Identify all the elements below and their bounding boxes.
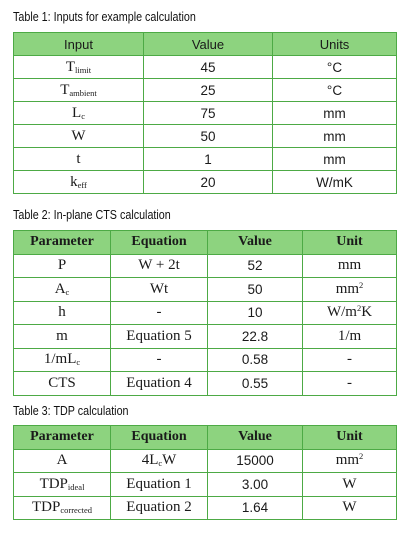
parameter-cell: $TDP_{ideal}$	[14, 473, 111, 497]
inputs-table	[13, 32, 397, 194]
unit-cell: -	[303, 372, 397, 396]
equation-cell: Equation 2	[111, 496, 208, 520]
input-cell: $T_{limit}$	[14, 56, 144, 79]
column-header: Parameter	[14, 231, 111, 255]
table-row	[14, 473, 397, 497]
value-cell: 3.00	[208, 473, 303, 497]
unit-cell: $mm^2$	[303, 449, 397, 473]
unit-cell: mm	[273, 148, 397, 171]
table-header-row	[14, 426, 397, 450]
table-row	[14, 449, 397, 473]
value-cell: 1.64	[208, 496, 303, 520]
unit-cell: 1/m	[303, 325, 397, 349]
equation-cell: Equation 5	[111, 325, 208, 349]
unit-cell: °C	[273, 56, 397, 79]
value-cell: 15000	[208, 449, 303, 473]
value-cell: 0.55	[208, 372, 303, 396]
table-row	[14, 79, 397, 102]
parameter-cell: $1/mL_c$	[14, 348, 111, 372]
input-cell: W	[14, 125, 144, 148]
table-row	[14, 496, 397, 520]
table3-caption: Table 3: TDP calculation	[13, 404, 129, 418]
value-cell: 45	[144, 56, 273, 79]
column-header: Value	[144, 33, 273, 56]
tdp-table	[13, 425, 397, 520]
table-header-row	[14, 231, 397, 255]
value-cell: 20	[144, 171, 273, 194]
equation-cell: Equation 1	[111, 473, 208, 497]
unit-cell: mm	[273, 125, 397, 148]
column-header: Value	[208, 231, 303, 255]
equation-cell: $4L_cW$	[111, 449, 208, 473]
value-cell: 1	[144, 148, 273, 171]
table1-caption: Table 1: Inputs for example calculation	[13, 10, 196, 24]
parameter-cell: $A_c$	[14, 278, 111, 302]
value-cell: 22.8	[208, 325, 303, 349]
unit-cell: -	[303, 348, 397, 372]
parameter-cell: P	[14, 254, 111, 278]
table-row	[14, 254, 397, 278]
input-cell: t	[14, 148, 144, 171]
unit-cell: mm	[303, 254, 397, 278]
table-row	[14, 278, 397, 302]
equation-cell: -	[111, 348, 208, 372]
column-header: Equation	[111, 231, 208, 255]
parameter-cell: CTS	[14, 372, 111, 396]
equation-cell: Equation 4	[111, 372, 208, 396]
column-header: Units	[273, 33, 397, 56]
unit-cell: W	[303, 473, 397, 497]
table-row	[14, 148, 397, 171]
table2-caption: Table 2: In-plane CTS calculation	[13, 208, 171, 222]
column-header: Equation	[111, 426, 208, 450]
parameter-cell: h	[14, 301, 111, 325]
equation-cell: W + 2t	[111, 254, 208, 278]
parameter-cell: A	[14, 449, 111, 473]
equation-cell: Wt	[111, 278, 208, 302]
table-row	[14, 348, 397, 372]
value-cell: 0.58	[208, 348, 303, 372]
value-cell: 52	[208, 254, 303, 278]
column-header: Input	[14, 33, 144, 56]
unit-cell: $mm^2$	[303, 278, 397, 302]
table-row	[14, 125, 397, 148]
table-row	[14, 325, 397, 349]
table-row	[14, 372, 397, 396]
column-header: Unit	[303, 426, 397, 450]
column-header: Parameter	[14, 426, 111, 450]
table-row	[14, 171, 397, 194]
unit-cell: W/mK	[273, 171, 397, 194]
value-cell: 50	[144, 125, 273, 148]
cts-table	[13, 230, 397, 396]
unit-cell: mm	[273, 102, 397, 125]
value-cell: 50	[208, 278, 303, 302]
input-cell: $L_c$	[14, 102, 144, 125]
equation-cell: -	[111, 301, 208, 325]
unit-cell: $W/m^2K$	[303, 301, 397, 325]
value-cell: 25	[144, 79, 273, 102]
table-header-row	[14, 33, 397, 56]
table-row	[14, 56, 397, 79]
column-header: Unit	[303, 231, 397, 255]
unit-cell: °C	[273, 79, 397, 102]
table-row	[14, 301, 397, 325]
value-cell: 75	[144, 102, 273, 125]
unit-cell: W	[303, 496, 397, 520]
table-row	[14, 102, 397, 125]
parameter-cell: $TDP_{corrected}$	[14, 496, 111, 520]
parameter-cell: m	[14, 325, 111, 349]
input-cell: $k_{eff}$	[14, 171, 144, 194]
value-cell: 10	[208, 301, 303, 325]
column-header: Value	[208, 426, 303, 450]
input-cell: $T_{ambient}$	[14, 79, 144, 102]
